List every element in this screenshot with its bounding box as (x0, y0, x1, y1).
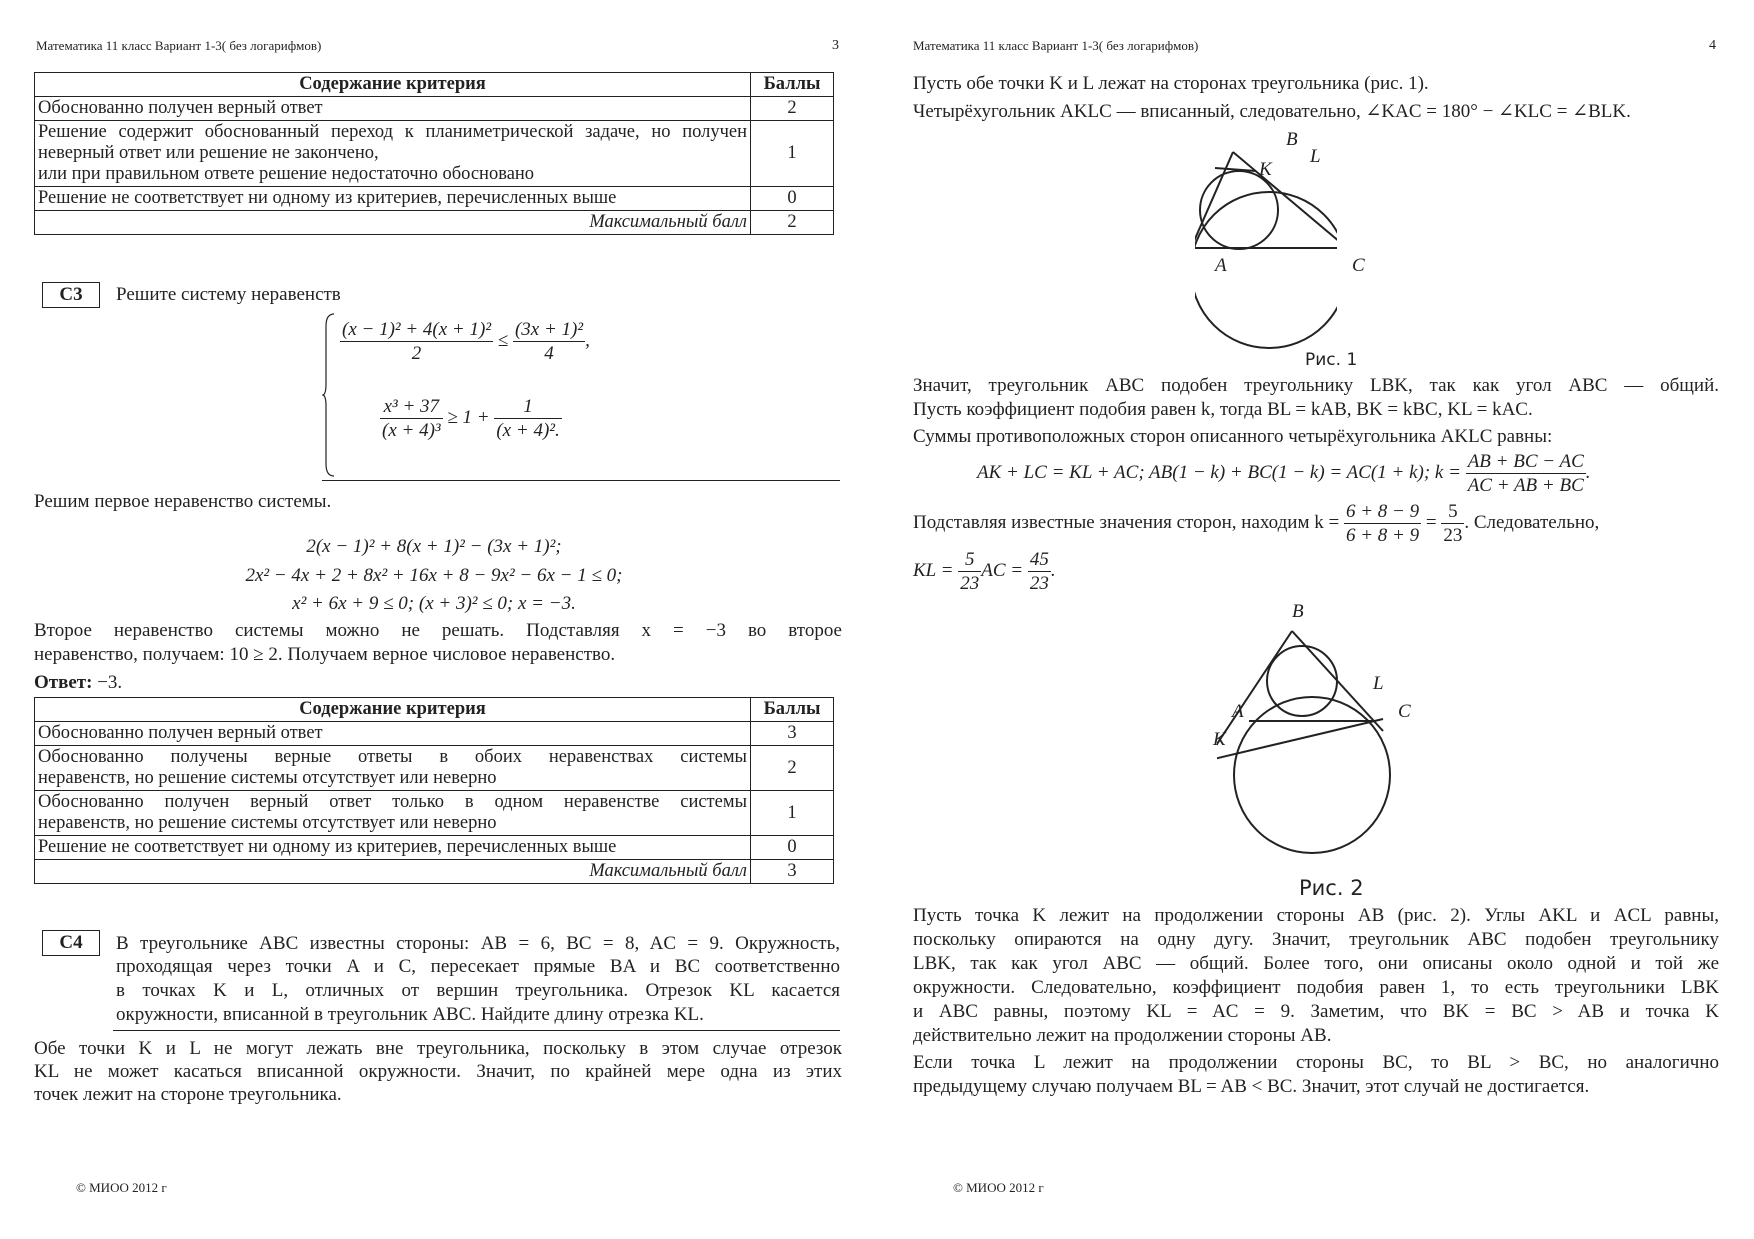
table-row (35, 791, 834, 836)
solution-text-line: Четырёхугольник AKLC — вписанный, следовательно, ∠KAC = 180° − ∠KLC = ∠BLK. (913, 101, 1631, 122)
relation-sign: ≥ 1 + (447, 406, 490, 428)
solution-text-line: Если точка L лежит на продолжении стороны BC, то BL > BC, но аналогично (913, 1052, 1719, 1073)
solution-text-line: неравенство, получаем: 10 ≥ 2. Получаем верное числовое неравенство. (34, 644, 616, 665)
criterion-text (35, 791, 751, 836)
system-inequality-2 (380, 395, 562, 442)
solution-text-line: Суммы противоположных сторон описанного четырёхугольника AKLC равны: (913, 426, 1553, 447)
solution-text-line: действительно лежит на продолжении стороны AB. (913, 1025, 1332, 1046)
criterion-points: 1 (751, 121, 834, 187)
equation-text: . (1585, 461, 1591, 483)
task-text-line: окружности, вписанной в треугольник ABC. Найдите длину отрезка KL. (116, 1004, 704, 1025)
frac-denominator: 6 + 8 + 9 (1345, 525, 1420, 546)
table-row (35, 836, 834, 860)
task-prompt: Решите систему неравенств (116, 284, 341, 305)
table-row (35, 746, 834, 791)
point-label-k: K (1259, 159, 1272, 180)
equation-text: Подставляя известные значения сторон, находим k = (913, 511, 1340, 533)
equation-text: = (1425, 511, 1437, 533)
criterion-text: Решение не соответствует ни одному из критериев, перечисленных выше (35, 187, 751, 211)
point-label-a: A (1215, 255, 1227, 276)
criterion-points: 3 (751, 722, 834, 746)
system-inequality-1: $\frac{\text{(x − 1)² + 4(x + 1)²}}{2}$ ≤ $\frac{\text{(3x + 1)²}}{4}$ , (342, 319, 590, 364)
criterion-text-part2: неравенств, но решение системы отсутствует или неверно (38, 813, 497, 833)
page-footer: © МИОО 2012 г (76, 1180, 167, 1195)
criterion-text: Обоснованно получен верный ответ (35, 97, 751, 121)
solution-text-line: поскольку опираются на одну дугу. Значит, треугольник ABC подобен треугольнику (913, 929, 1719, 950)
answer-label: Ответ: (34, 672, 93, 693)
solution-text-line: Пусть обе точки K и L лежат на сторонах треугольника (рис. 1). (913, 73, 1429, 94)
page-number: 3 (832, 38, 839, 53)
frac-denominator: 4 (544, 343, 554, 364)
criterion-points: 1 (751, 791, 834, 836)
frac-numerator: 5 (958, 548, 981, 572)
side-bc (1233, 152, 1337, 248)
solution-text-line: Значит, треугольник ABC подобен треугольнику LBK, так как угол ABC — общий. (913, 375, 1719, 396)
frac-numerator: 6 + 8 − 9 (1345, 501, 1420, 522)
solution-text-line: и ABC равны, поэтому KL = AC = 9. Заметим, что BK = BC > AB и точка K (913, 1001, 1719, 1022)
page-number: 4 (1709, 38, 1716, 53)
equation-text: AC = (981, 559, 1024, 581)
criterion-text-part1: Решение содержит обоснованный переход к планиметрической задаче, но получен неверный ответ или решение не закончено, (38, 122, 747, 163)
solution-text-line: точек лежит на стороне треугольника. (34, 1084, 342, 1105)
max-score-value: 2 (751, 211, 834, 235)
criterion-points: 0 (751, 187, 834, 211)
equation-text: AK + LC = KL + AC; AB(1 − k) + BC(1 − k) = AC(1 + k); k = (977, 461, 1461, 483)
criterion-text-part2: неравенств, но решение системы отсутствует или неверно (38, 768, 497, 788)
criterion-text-part1: Обоснованно получен верный ответ только в одном неравенстве системы (38, 792, 747, 812)
frac-numerator: (3x + 1)² (514, 319, 584, 340)
frac-denominator: 23 (1443, 525, 1463, 546)
equation-line-3: x² + 6x + 9 ≤ 0; (x + 3)² ≤ 0; x = −3. (292, 593, 576, 614)
criterion-text: Решение не соответствует ни одному из критериев, перечисленных выше (35, 836, 751, 860)
rule-line (322, 480, 840, 481)
equation-kl (913, 548, 1056, 595)
equation-text: . Следовательно, (1464, 511, 1600, 533)
solution-text-line: KL не может касаться вписанной окружности. Значит, по крайней мере одна из этих (34, 1061, 842, 1082)
rule-line (113, 1030, 840, 1031)
figure-caption: Рис. 1 (1305, 350, 1358, 370)
solution-text-line: окружности. Следовательно, коэффициент подобия равен 1, то есть треугольники LBK (913, 977, 1719, 998)
equation-line-2: 2x² − 4x + 2 + 8x² + 16x + 8 − 9x² − 6x − 1 ≤ 0; (245, 565, 623, 586)
table-header-points: Баллы (751, 698, 834, 722)
criterion-points: 2 (751, 97, 834, 121)
frac-denominator: 2 (411, 343, 422, 364)
criteria-table-c2 (34, 72, 834, 235)
equation-text: . (1050, 559, 1056, 581)
solution-text-line: предыдущему случаю получаем BL = AB < BC. Значит, этот случай не достигается. (913, 1076, 1590, 1097)
figure-2 (1217, 625, 1392, 870)
table-row (35, 97, 834, 121)
max-score-value: 3 (751, 860, 834, 884)
task-text-line: В треугольнике ABC известны стороны: AB = 6, BC = 8, AC = 9. Окружность, (116, 933, 840, 954)
criterion-text-part2: или при правильном ответе решение недостаточно обосновано (38, 164, 535, 184)
solution-text-line: Второе неравенство системы можно не решать. Подставляя x = −3 во второе (34, 620, 842, 641)
task-label-c3: С3 (42, 282, 100, 308)
answer-line (34, 671, 122, 694)
frac-numerator: 1 (494, 395, 561, 419)
frac-numerator: x³ + 37 (380, 395, 443, 419)
frac-numerator: (x − 1)² + 4(x + 1)² (342, 319, 492, 340)
point-label-k: K (1213, 729, 1226, 750)
equation-line-1: 2(x − 1)² + 8(x + 1)² − (3x + 1)²; (306, 536, 562, 557)
frac-denominator: (x + 4)². (496, 420, 560, 441)
solution-text-line: Пусть точка K лежит на продолжении стороны AB (рис. 2). Углы AKL и ACL равны, (913, 905, 1719, 926)
equation-similarity (977, 450, 1591, 497)
relation-sign: ≤ (497, 329, 509, 351)
criterion-points: 0 (751, 836, 834, 860)
incircle (1200, 171, 1278, 249)
frac-numerator: AB + BC − AC (1467, 451, 1584, 472)
frac-denominator: AC + AB + BC (1467, 475, 1584, 496)
point-label-b: B (1292, 601, 1304, 622)
solution-text-line: Обе точки K и L не могут лежать вне треугольника, поскольку в этом случае отрезок (34, 1038, 842, 1059)
task-text-line: в точках K и L, отличных от вершин треугольника. Отрезок KL касается (116, 980, 840, 1001)
frac-denominator: 23 (960, 573, 980, 594)
equation-text: KL = (913, 559, 954, 581)
max-score-label: Максимальный балл (35, 860, 751, 884)
criterion-text (35, 746, 751, 791)
criterion-points: 2 (751, 746, 834, 791)
point-label-c: C (1398, 701, 1411, 722)
point-label-b: B (1286, 129, 1298, 150)
right-page (877, 0, 1754, 1239)
point-label-c: C (1352, 255, 1365, 276)
solution-text-line (913, 500, 1719, 547)
solution-text-line: Пусть коэффициент подобия равен k, тогда BL = kAB, BK = kBC, KL = kAC. (913, 399, 1533, 420)
table-header-criteria: Содержание критерия (35, 698, 751, 722)
figure-caption: Рис. 2 (1299, 876, 1364, 900)
answer-value: −3. (92, 672, 123, 693)
point-label-a: A (1232, 701, 1244, 722)
frac-denominator: 23 (1029, 573, 1049, 594)
page-header: Математика 11 класс Вариант 1-3( без логарифмов) (913, 38, 1199, 53)
frac-numerator: 5 (1441, 500, 1464, 524)
frac-denominator: (x + 4)³ (382, 420, 441, 441)
criteria-table-c3 (34, 697, 834, 884)
table-row (35, 211, 834, 235)
criterion-text: Обоснованно получен верный ответ (35, 722, 751, 746)
table-row (35, 722, 834, 746)
solution-intro: Решим первое неравенство системы. (34, 491, 332, 512)
criterion-text (35, 121, 751, 187)
table-header-points: Баллы (751, 73, 834, 97)
page-footer: © МИОО 2012 г (953, 1180, 1044, 1195)
table-row (35, 187, 834, 211)
max-score-label: Максимальный балл (35, 211, 751, 235)
task-label-c4: С4 (42, 930, 100, 956)
point-label-l: L (1373, 673, 1384, 694)
system-brace (322, 312, 336, 478)
point-label-l: L (1310, 146, 1321, 167)
table-row (35, 860, 834, 884)
task-text-line: проходящая через точки A и C, пересекает прямые BA и BC соответственно (116, 956, 840, 977)
table-header-criteria: Содержание критерия (35, 73, 751, 97)
table-row (35, 121, 834, 187)
solution-text-line: LBK, так как угол ABC — общий. Более того, они описаны около одной и той же (913, 953, 1719, 974)
frac-numerator: 45 (1029, 549, 1049, 570)
criterion-text-part1: Обоснованно получены верные ответы в обоих неравенствах системы (38, 747, 747, 767)
page-header: Математика 11 класс Вариант 1-3( без логарифмов) (36, 38, 322, 53)
incircle (1267, 646, 1337, 716)
